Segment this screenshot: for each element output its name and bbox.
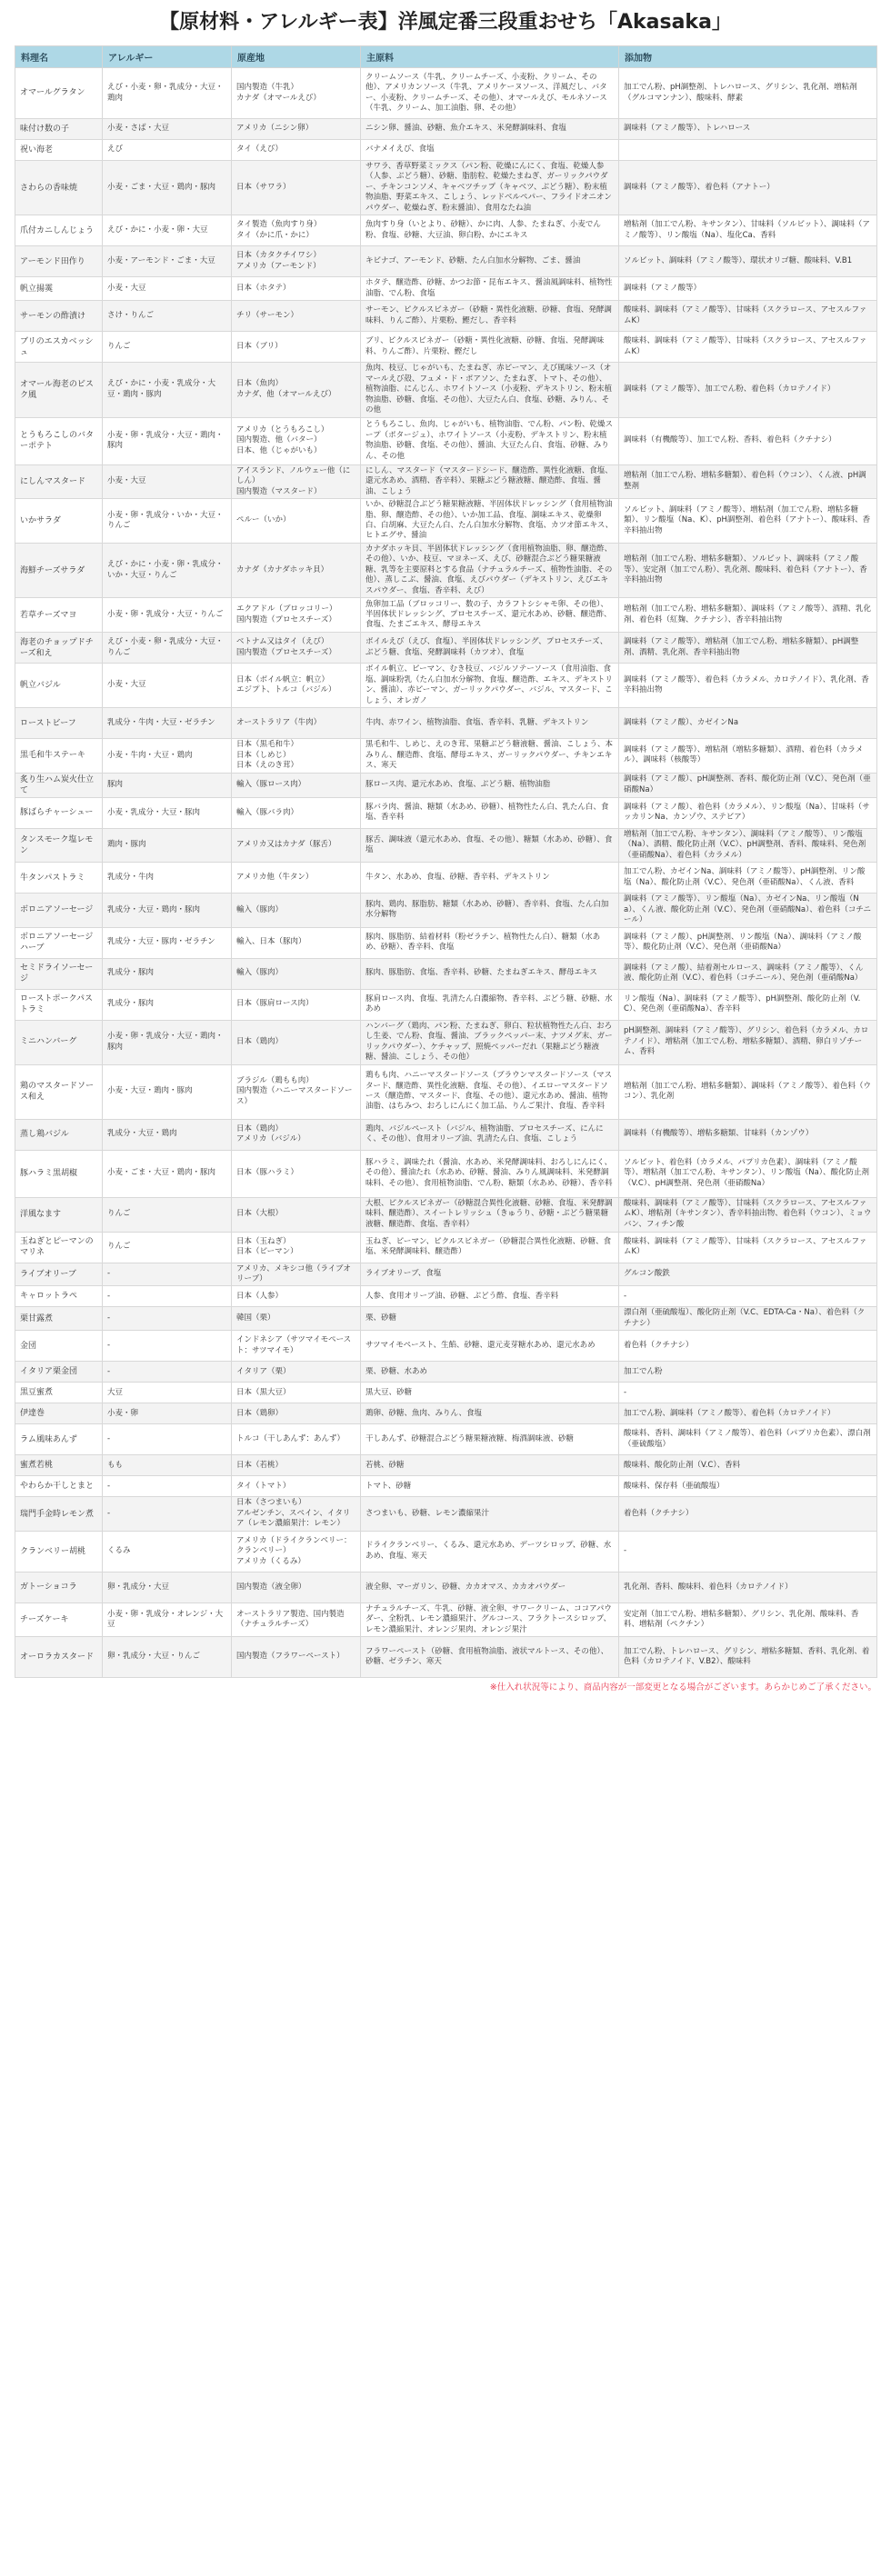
cell-allergy: 小麦・ごま・大豆・鶏肉・豚肉: [103, 1150, 232, 1197]
cell-additives: 酸味料、調味料（アミノ酸等）、甘味料（スクラロース、アセスルファムK）: [619, 1232, 877, 1263]
cell-origin: チリ（サーモン）: [232, 301, 361, 332]
cell-origin: 日本（鶏卵）: [232, 1403, 361, 1424]
cell-allergy: 小麦・卵・乳成分・大豆・鶏肉・豚肉: [103, 1020, 232, 1064]
table-row: [15, 1637, 877, 1678]
cell-main-ingredients: 豚肉、豚脂肪、結着材料（粉ゼラチン、植物性たん白）、糖類（水あめ、砂糖）、香辛料、食塩: [361, 927, 619, 958]
cell-additives: 調味料（アミノ酸）、pH調整剤、リン酸塩（Na）、調味料（アミノ酸等）、酸化防止剤（V.C）、発色剤（亜硝酸Na）: [619, 927, 877, 958]
table-row: [15, 1362, 877, 1383]
cell-dish-name: さわらの香味焼: [15, 161, 103, 215]
cell-origin: 国内製造（フラワーペースト）: [232, 1637, 361, 1678]
table-row: [15, 119, 877, 140]
cell-dish-name: オマール海老のビスク風: [15, 363, 103, 417]
cell-additives: 調味料（アミノ酸等）、着色料（アナトー）: [619, 161, 877, 215]
cell-additives: 安定剤（加工でん粉、増粘多糖類）、グリシン、乳化剤、酸味料、香料、増粘剤（ペクチン）: [619, 1603, 877, 1636]
cell-main-ingredients: にしん、マスタード（マスタードシード、醸造酢、異性化液糖、食塩、還元水あめ、酒精、香辛料）、果糖ぶどう糖液糖、醸造酢、食塩、醤油、こしょう: [361, 464, 619, 498]
table-row: [15, 363, 877, 417]
cell-dish-name: セミドライソーセージ: [15, 958, 103, 989]
cell-dish-name: 玉ねぎとピーマンのマリネ: [15, 1232, 103, 1263]
cell-main-ingredients: 豚舌、調味液（還元水あめ、食塩、その他）、糖類（水あめ、砂糖）、食塩: [361, 828, 619, 862]
cell-main-ingredients: 牛肉、赤ワイン、植物油脂、食塩、香辛料、乳糖、デキストリン: [361, 708, 619, 739]
cell-allergy: 小麦・卵・乳成分・いか・大豆・りんご: [103, 499, 232, 544]
cell-allergy: りんご: [103, 1197, 232, 1232]
cell-dish-name: ボロニアソーセージハーブ: [15, 927, 103, 958]
cell-origin: 輸入、日本（豚肉）: [232, 927, 361, 958]
cell-dish-name: 鶏のマスタードソース和え: [15, 1064, 103, 1119]
cell-origin: 日本（鶏肉） アメリカ（バジル）: [232, 1119, 361, 1150]
table-row: [15, 1424, 877, 1455]
cell-dish-name: 豚ばらチャーシュー: [15, 797, 103, 828]
table-row: [15, 1307, 877, 1331]
cell-additives: 増粘剤（加工でん粉、キサンタン）、甘味料（ソルビット）、調味料（アミノ酸等）、リン酸塩（Na）、塩化Ca、香料: [619, 215, 877, 246]
cell-main-ingredients: クリームソース（牛乳、クリームチーズ、小麦粉、クリーム、その他）、アメリカンソース（牛乳、アメリケーヌソース、洋風だし、バター、小麦粉、クリームチーズ、その他）、オマールえび、モルネソース（牛乳、クリーム、加工油脂、卵、その他）: [361, 68, 619, 119]
cell-additives: 調味料（有機酸等）、加工でん粉、香料、着色料（クチナシ）: [619, 417, 877, 464]
cell-allergy: えび・かに・小麦・卵・乳成分・いか・大豆・りんご: [103, 543, 232, 597]
cell-allergy: -: [103, 1263, 232, 1286]
cell-main-ingredients: 干しあんず、砂糖混合ぶどう糖果糖液糖、梅酒調味液、砂糖: [361, 1424, 619, 1455]
table-row: [15, 927, 877, 958]
cell-allergy: えび: [103, 140, 232, 161]
cell-main-ingredients: フラワーペースト（砂糖、食用植物油脂、液状マルトース、その他）、砂糖、ゼラチン、寒天: [361, 1637, 619, 1678]
cell-allergy: えび・小麦・卵・乳成分・大豆・鶏肉: [103, 68, 232, 119]
table-header-row: [15, 46, 877, 68]
cell-main-ingredients: 豚肉、鶏肉、豚脂肪、糖類（水あめ、砂糖）、香辛料、食塩、たん白加水分解物: [361, 894, 619, 927]
page-title: 【原材料・アレルギー表】洋風定番三段重おせち「Akasaka」: [159, 11, 732, 34]
cell-origin: 輸入（豚バラ肉）: [232, 797, 361, 828]
cell-origin: ベトナム又はタイ（えび） 国内製造（プロセスチーズ）: [232, 633, 361, 664]
cell-allergy: えび・かに・小麦・卵・大豆: [103, 215, 232, 246]
cell-origin: トルコ（干しあんず：あんず）: [232, 1424, 361, 1455]
cell-allergy: 鶏肉・豚肉: [103, 828, 232, 862]
cell-dish-name: 豚ハラミ黒胡椒: [15, 1150, 103, 1197]
cell-dish-name: 帆立揚霙: [15, 277, 103, 301]
cell-dish-name: 味付け数の子: [15, 119, 103, 140]
table-body: [15, 68, 877, 1678]
cell-additives: 酸味料、調味料（アミノ酸等）、甘味料（スクラロース、アセスルファムK）: [619, 301, 877, 332]
cell-additives: 増粘剤（加工でん粉、増粘多糖類）、調味料（アミノ酸等）、酒精、乳化剤、着色料（紅麹、クチナシ）、香辛料抽出物: [619, 598, 877, 633]
table-row: [15, 708, 877, 739]
header-origin: 原産地: [232, 46, 361, 68]
table-row: [15, 499, 877, 544]
cell-origin: 日本（豚肩ロース肉）: [232, 989, 361, 1020]
header-dish-name: 料理名: [15, 46, 103, 68]
cell-additives: 加工でん粉、調味料（アミノ酸等）、着色料（カロテノイド）: [619, 1403, 877, 1424]
cell-allergy: 小麦・大豆・鶏肉・豚肉: [103, 1064, 232, 1119]
cell-additives: pH調整剤、調味料（アミノ酸等）、グリシン、着色料（カラメル、カロテノイド）、増粘剤（加工でん粉、増粘多糖類）、酒精、卵白リゾチーム、香料: [619, 1020, 877, 1064]
cell-allergy: りんご: [103, 1232, 232, 1263]
cell-additives: -: [619, 1531, 877, 1572]
table-row: [15, 161, 877, 215]
cell-main-ingredients: バナメイえび、食塩: [361, 140, 619, 161]
cell-dish-name: ライブオリーブ: [15, 1263, 103, 1286]
table-row: [15, 1383, 877, 1403]
table-row: [15, 958, 877, 989]
cell-additives: -: [619, 1286, 877, 1307]
cell-dish-name: 帆立バジル: [15, 664, 103, 708]
cell-allergy: 小麦・大豆: [103, 664, 232, 708]
cell-dish-name: ラム風味あんず: [15, 1424, 103, 1455]
cell-additives: 調味料（有機酸等）、増粘多糖類、甘味料（カンゾウ）: [619, 1119, 877, 1150]
cell-additives: 増粘剤（加工でん粉、キサンタン）、調味料（アミノ酸等）、リン酸塩（Na）、酒精、酸化防止剤（V.C）、pH調整剤、香料、酸味料、発色剤（亜硝酸Na）、着色料（カラメル）: [619, 828, 877, 862]
cell-dish-name: オーロラカスタード: [15, 1637, 103, 1678]
table-row: [15, 301, 877, 332]
table-row: [15, 1531, 877, 1572]
cell-origin: 日本（鶏肉）: [232, 1020, 361, 1064]
cell-dish-name: 瑞門手金時レモン煮: [15, 1497, 103, 1531]
cell-main-ingredients: 豚肩ロース肉、食塩、乳清たん白濃縮物、香辛料、ぶどう糖、砂糖、水あめ: [361, 989, 619, 1020]
cell-main-ingredients: キビナゴ、アーモンド、砂糖、たん白加水分解物、ごま、醤油: [361, 246, 619, 277]
cell-dish-name: ローストポークパストラミ: [15, 989, 103, 1020]
cell-main-ingredients: 若桃、砂糖: [361, 1455, 619, 1476]
cell-main-ingredients: ニシン卵、醤油、砂糖、魚介エキス、米発酵調味料、食塩: [361, 119, 619, 140]
cell-additives: [619, 140, 877, 161]
cell-additives: グルコン酸鉄: [619, 1263, 877, 1286]
table-row: [15, 215, 877, 246]
cell-dish-name: 海老のチョップドチーズ和え: [15, 633, 103, 664]
table-row: [15, 664, 877, 708]
cell-origin: 日本（豚ハラミ）: [232, 1150, 361, 1197]
cell-origin: オーストラリア（牛肉）: [232, 708, 361, 739]
cell-allergy: さけ・りんご: [103, 301, 232, 332]
cell-origin: 日本（若桃）: [232, 1455, 361, 1476]
allergen-table: [15, 45, 877, 1678]
cell-dish-name: 洋風なます: [15, 1197, 103, 1232]
cell-origin: アメリカ（ドライクランベリー：クランベリー） アメリカ（くるみ）: [232, 1531, 361, 1572]
table-row: [15, 332, 877, 363]
cell-additives: 調味料（アミノ酸等）、増粘剤（加工でん粉、増粘多糖類）、pH調整剤、酒精、乳化剤、香辛料抽出物: [619, 633, 877, 664]
cell-main-ingredients: ボイルえび（えび、食塩）、半固体状ドレッシング、プロセスチーズ、ぶどう糖、食塩、発酵調味料（カツオ）、食塩: [361, 633, 619, 664]
cell-main-ingredients: 牛タン、水あめ、食塩、砂糖、香辛料、デキストリン: [361, 863, 619, 894]
cell-allergy: 小麦・ごま・大豆・鶏肉・豚肉: [103, 161, 232, 215]
cell-origin: オーストラリア製造、国内製造（ナチュラルチーズ）: [232, 1603, 361, 1636]
cell-main-ingredients: 鶏肉、バジルペースト（バジル、植物油脂、プロセスチーズ、にんにく、その他）、食用オリーブ油、乳清たん白、食塩、こしょう: [361, 1119, 619, 1150]
cell-additives: 乳化剤、香料、酸味料、着色料（カロテノイド）: [619, 1572, 877, 1603]
cell-dish-name: 金団: [15, 1331, 103, 1362]
cell-main-ingredients: サワラ、香草野菜ミックス（パン粉、乾燥にんにく、食塩、乾燥人参（人参、ぶどう糖）、砂糖、脂肪粒、乾燥たまねぎ、ガーリックパウダー、チキンコンソメ、キャベツチップ（キャベツ、ぶどう糖）、粉末植物油脂、野菜エキス、こしょう、レッドベルペパー、フライドオニオンパウダー、乾燥ねぎ、粉末醤油）、食用なたね油: [361, 161, 619, 215]
header-allergy: アレルギー: [103, 46, 232, 68]
cell-origin: アメリカ（ニシン卵）: [232, 119, 361, 140]
cell-origin: 日本（サワラ）: [232, 161, 361, 215]
cell-additives: 増粘剤（加工でん粉、増粘多糖類）、ソルビット、調味料（アミノ酸等）、安定剤（加工でん粉）、乳化剤、酸味料、着色料（アナトー）、香辛料抽出物: [619, 543, 877, 597]
cell-additives: 増粘剤（加工でん粉、増粘多糖類）、調味料（アミノ酸等）、着色料（ウコン）、乳化剤: [619, 1064, 877, 1119]
cell-additives: -: [619, 1383, 877, 1403]
cell-main-ingredients: とうもろこし、魚肉、じゃがいも、植物油脂、でん粉、パン粉、乾燥スープ（ポタージュ）、ホワイトソース（小麦粉、デキストリン、粉末植物油脂、砂糖、食塩、その他）、醤油、大豆たん白、食塩、砂糖、みりん、その他: [361, 417, 619, 464]
cell-dish-name: 栗甘露煮: [15, 1307, 103, 1331]
cell-origin: 日本（ボイル帆立：帆立） エジプト、トルコ（バジル）: [232, 664, 361, 708]
cell-additives: 酸味料、調味料（アミノ酸等）、甘味料（スクラロース、アセスルファムK）、増粘剤（キサンタン）、香辛料抽出物、着色料（ウコン）、ミョウバン、フィチン酸: [619, 1197, 877, 1232]
table-row: [15, 739, 877, 773]
cell-main-ingredients: サツマイモペースト、生餡、砂糖、還元麦芽糖水あめ、還元水あめ: [361, 1331, 619, 1362]
table-row: [15, 633, 877, 664]
cell-origin: 国内製造（液全卵）: [232, 1572, 361, 1603]
cell-origin: 輸入（豚肉）: [232, 894, 361, 927]
cell-main-ingredients: カナダホッキ貝、半固体状ドレッシング（食用植物油脂、卵、醸造酢、その他）、いか、枝豆、マヨネーズ、えび、砂糖混合ぶどう糖果糖液糖、乳等を主要原料とする食品（ナチュラルチーズ、植物性油脂、その他）、蒸しこぶ、醤油、食塩、えびパウダー（デキストリン、えびエキスパウダー、食塩、香辛料、えび）: [361, 543, 619, 597]
cell-allergy: 乳成分・豚肉: [103, 989, 232, 1020]
cell-additives: 漂白剤（亜硫酸塩）、酸化防止剤（V.C、EDTA-Ca・Na）、着色料（クチナシ）: [619, 1307, 877, 1331]
cell-additives: 調味料（アミノ酸等）、トレハロース: [619, 119, 877, 140]
table-row: [15, 1455, 877, 1476]
cell-dish-name: 牛タンパストラミ: [15, 863, 103, 894]
cell-main-ingredients: ホタテ、醸造酢、砂糖、かつお節・昆布エキス、醤油風調味料、植物性油脂、でん粉、食塩: [361, 277, 619, 301]
cell-dish-name: 黒豆蜜煮: [15, 1383, 103, 1403]
cell-main-ingredients: ボイル帆立、ピーマン、むき枝豆、バジルソテーソース（食用油脂、食塩、調味粉乳（たん白加水分解物、食塩、醸造酢、エキス、デキストリン、醤油）、赤ピーマン、ガーリックパウダー、バジル、マスタード、こしょう、オレガノ: [361, 664, 619, 708]
cell-allergy: -: [103, 1362, 232, 1383]
cell-main-ingredients: 魚肉すり身（いとより、砂糖）、かに肉、人参、たまねぎ、小麦でん粉、食塩、砂糖、大豆油、卵白粉、かにエキス: [361, 215, 619, 246]
cell-main-ingredients: 玉ねぎ、ピーマン、ピクルスビネガー（砂糖混合異性化液糖、砂糖、食塩、米発酵調味料、醸造酢）: [361, 1232, 619, 1263]
cell-additives: 加工でん粉、カゼインNa、調味料（アミノ酸等）、pH調整剤、リン酸塩（Na）、酸化防止剤（V.C）、発色剤（亜硝酸Na）、くん液、香料: [619, 863, 877, 894]
cell-dish-name: キャロットラペ: [15, 1286, 103, 1307]
cell-origin: インドネシア（サツマイモペースト：サツマイモ）: [232, 1331, 361, 1362]
cell-main-ingredients: 栗、砂糖、水あめ: [361, 1362, 619, 1383]
cell-main-ingredients: 栗、砂糖: [361, 1307, 619, 1331]
cell-origin: 日本（カタクチイワシ） アメリカ（アーモンド）: [232, 246, 361, 277]
cell-dish-name: やわらか干しとまと: [15, 1476, 103, 1497]
cell-main-ingredients: ライブオリーブ、食塩: [361, 1263, 619, 1286]
cell-additives: 調味料（アミノ酸）、カゼインNa: [619, 708, 877, 739]
cell-main-ingredients: さつまいも、砂糖、レモン濃縮果汁: [361, 1497, 619, 1531]
table-row: [15, 68, 877, 119]
cell-additives: 調味料（アミノ酸）、結着剤セルロース、調味料（アミノ酸等）、くん液、酸化防止剤（V.C）、着色料（コチニール）、発色剤（亜硝酸Na）: [619, 958, 877, 989]
cell-dish-name: ミニハンバーグ: [15, 1020, 103, 1064]
cell-origin: アメリカ、メキシコ他（ライブオリーブ）: [232, 1263, 361, 1286]
table-row: [15, 1497, 877, 1531]
cell-dish-name: アーモンド田作り: [15, 246, 103, 277]
cell-dish-name: クランベリー胡桃: [15, 1531, 103, 1572]
cell-main-ingredients: 鶏もも肉、ハニーマスタードソース（ブラウンマスタードソース（マスタード、醸造酢、異性化液糖、食塩、その他）、イエローマスタードソース（醸造酢、マスタード、食塩、その他）、還元水あめ、醤油、植物油脂、はちみつ、おろしにんにく加工品、りんご果汁、食塩、香辛料: [361, 1064, 619, 1119]
cell-origin: 日本（大根）: [232, 1197, 361, 1232]
cell-main-ingredients: ブリ、ピクルスビネガー（砂糖・異性化液糖、砂糖、食塩、発酵調味料、りんご酢）、片栗粉、鰹だし: [361, 332, 619, 363]
cell-main-ingredients: 大根、ピクルスビネガー（砂糖混合異性化液糖、砂糖、食塩、米発酵調味料、醸造酢）、スイートレリッシュ（きゅうり、砂糖・ぶどう糖果糖液糖、醸造酢、食塩、香辛料）: [361, 1197, 619, 1232]
footnote: ※仕入れ状況等により、商品内容が一部変更となる場合がございます。あらかじめご了承ください。: [489, 1682, 876, 1693]
cell-dish-name: 蜜煮若桃: [15, 1455, 103, 1476]
cell-allergy: えび・小麦・卵・乳成分・大豆・りんご: [103, 633, 232, 664]
cell-origin: 日本（黒大豆）: [232, 1383, 361, 1403]
table-row: [15, 246, 877, 277]
cell-additives: 加工でん粉、トレハロース、グリシン、増粘多糖類、香料、乳化剤、着色料（カロテノイド、V.B2）、酸味料: [619, 1637, 877, 1678]
cell-origin: アイスランド、ノルウェー他（にしん） 国内製造（マスタード）: [232, 464, 361, 498]
cell-origin: タイ製造（魚肉すり身） タイ（かに爪・かに）: [232, 215, 361, 246]
cell-dish-name: ローストビーフ: [15, 708, 103, 739]
cell-origin: 日本（魚肉） カナダ、他（オマールえび）: [232, 363, 361, 417]
cell-additives: 酸味料、酸化防止剤（V.C）、香料: [619, 1455, 877, 1476]
cell-allergy: えび・かに・小麦・乳成分・大豆・鶏肉・豚肉: [103, 363, 232, 417]
cell-origin: 日本（黒毛和牛） 日本（しめじ） 日本（えのき茸）: [232, 739, 361, 773]
cell-allergy: -: [103, 1424, 232, 1455]
cell-allergy: 卵・乳成分・大豆: [103, 1572, 232, 1603]
cell-origin: 輸入（豚ロース肉）: [232, 773, 361, 797]
cell-additives: ソルビット、調味料（アミノ酸等）、環状オリゴ糖、酸味料、V.B1: [619, 246, 877, 277]
table-row: [15, 863, 877, 894]
cell-allergy: くるみ: [103, 1531, 232, 1572]
cell-dish-name: ガトーショコラ: [15, 1572, 103, 1603]
cell-additives: 酸味料、調味料（アミノ酸等）、甘味料（スクラロース、アセスルファムK）: [619, 332, 877, 363]
table-row: [15, 1572, 877, 1603]
cell-additives: ソルビット、着色料（カラメル、パプリカ色素）、調味料（アミノ酸等）、増粘剤（加工でん粉、キサンタン）、リン酸塩（Na）、酸化防止剤（V.C）、pH調整剤、発色剤（亜硝酸Na）: [619, 1150, 877, 1197]
cell-main-ingredients: ハンバーグ（鶏肉、パン粉、たまねぎ、卵白、粒状植物性たん白、おろし生姜、でん粉、食塩、醤油、ブラックペッパー末、ナツメグ末、ガーリックパウダー）、ケチャップ、照焼ベッパーだれ（果糖ぶどう糖液糖、醤油、こしょう、その他）: [361, 1020, 619, 1064]
cell-main-ingredients: ナチュラルチーズ、牛乳、砂糖、液全卵、サワークリーム、ココアパウダー、全粉乳、レモン濃縮果汁、グルコース、フラクトースシロップ、レモン濃縮果汁、オレンジ果肉、オレンジ果汁: [361, 1603, 619, 1636]
table-row: [15, 1331, 877, 1362]
cell-additives: 調味料（アミノ酸等）、増粘剤（増粘多糖類）、酒精、着色料（カラメル）、調味料（核酸等）: [619, 739, 877, 773]
cell-origin: タイ（トマト）: [232, 1476, 361, 1497]
cell-allergy: -: [103, 1331, 232, 1362]
cell-dish-name: 祝い海老: [15, 140, 103, 161]
cell-allergy: -: [103, 1476, 232, 1497]
table-row: [15, 1476, 877, 1497]
cell-additives: リン酸塩（Na）、調味料（アミノ酸等）、pH調整剤、酸化防止剤（V.C）、発色剤（亜硝酸Na）、香辛料: [619, 989, 877, 1020]
cell-allergy: 小麦・乳成分・大豆・豚肉: [103, 797, 232, 828]
cell-main-ingredients: 豚ロース肉、還元水あめ、食塩、ぶどう糖、植物油脂: [361, 773, 619, 797]
cell-dish-name: とうもろこしのバターポテト: [15, 417, 103, 464]
cell-dish-name: イタリア栗金団: [15, 1362, 103, 1383]
cell-additives: 調味料（アミノ酸等）、着色料（カラメル、カロテノイド）、乳化剤、香辛料抽出物: [619, 664, 877, 708]
cell-origin: 国内製造（牛乳） カナダ（オマールえび）: [232, 68, 361, 119]
cell-origin: エクアドル（ブロッコリー） 国内製造（プロセスチーズ）: [232, 598, 361, 633]
table-row: [15, 1119, 877, 1150]
table-row: [15, 1064, 877, 1119]
cell-additives: ソルビット、調味料（アミノ酸等）、増粘剤（加工でん粉、増粘多糖類）、リン酸塩（Na、K）、pH調整剤、着色料（アナトー）、酸味料、香辛料抽出物: [619, 499, 877, 544]
cell-main-ingredients: 豚ハラミ、調味たれ（醤油、水あめ、米発酵調味料、おろしにんにく、その他）、醤油たれ（水あめ、砂糖、醤油、みりん風調味料、米発酵調味料、その他）、食用植物油脂、でん粉、糖類（水あめ、砂糖）、香辛料: [361, 1150, 619, 1197]
cell-origin: タイ（えび）: [232, 140, 361, 161]
cell-main-ingredients: トマト、砂糖: [361, 1476, 619, 1497]
table-row: [15, 894, 877, 927]
cell-origin: 韓国（栗）: [232, 1307, 361, 1331]
cell-origin: ペルー（いか）: [232, 499, 361, 544]
cell-origin: ブラジル（鶏もも肉） 国内製造（ハニーマスタードソース）: [232, 1064, 361, 1119]
cell-dish-name: チーズケーキ: [15, 1603, 103, 1636]
header-main-ingredients: 主原料: [361, 46, 619, 68]
cell-allergy: -: [103, 1497, 232, 1531]
cell-allergy: 小麦・大豆: [103, 277, 232, 301]
table-row: [15, 277, 877, 301]
cell-dish-name: 海鮮チーズサラダ: [15, 543, 103, 597]
cell-dish-name: いかサラダ: [15, 499, 103, 544]
cell-dish-name: オマールグラタン: [15, 68, 103, 119]
cell-additives: 調味料（アミノ酸）、pH調整剤、香料、酸化防止剤（V.C）、発色剤（亜硝酸Na）: [619, 773, 877, 797]
cell-main-ingredients: 鶏卵、砂糖、魚肉、みりん、食塩: [361, 1403, 619, 1424]
cell-allergy: -: [103, 1307, 232, 1331]
cell-allergy: 乳成分・大豆・鶏肉: [103, 1119, 232, 1150]
cell-additives: 酸味料、保存料（亜硫酸塩）: [619, 1476, 877, 1497]
table-row: [15, 1286, 877, 1307]
cell-allergy: もも: [103, 1455, 232, 1476]
cell-allergy: 乳成分・大豆・鶏肉・豚肉: [103, 894, 232, 927]
cell-allergy: 小麦・卵・乳成分・オレンジ・大豆: [103, 1603, 232, 1636]
cell-dish-name: サーモンの酢漬け: [15, 301, 103, 332]
cell-origin: アメリカ又はカナダ（豚舌）: [232, 828, 361, 862]
cell-additives: 加工でん粉、pH調整剤、トレハロース、グリシン、乳化剤、増粘剤（グルコマンナン）、酸味料、酵素: [619, 68, 877, 119]
cell-origin: 輸入（豚肉）: [232, 958, 361, 989]
cell-additives: 着色料（クチナシ）: [619, 1497, 877, 1531]
table-row: [15, 1403, 877, 1424]
cell-dish-name: ボロニアソーセージ: [15, 894, 103, 927]
cell-additives: 加工でん粉: [619, 1362, 877, 1383]
cell-additives: 調味料（アミノ酸等）、加工でん粉、着色料（カロテノイド）: [619, 363, 877, 417]
cell-additives: 調味料（アミノ酸等）、リン酸塩（Na）、カゼインNa、リン酸塩（Na）、くん液、酸化防止剤（V.C）、発色剤（亜硝酸Na）、着色料（コチニール）: [619, 894, 877, 927]
cell-main-ingredients: いか、砂糖混合ぶどう糖果糖液糖、半固体状ドレッシング（食用植物油脂、卵、醸造酢、その他）、いか加工品、食塩、調味エキス、乾燥卵白、白胡麻、大豆たん白、たん白加水分解物、食塩、カツオ節エキス、ヒトエグサ、醤油: [361, 499, 619, 544]
cell-allergy: 乳成分・牛肉: [103, 863, 232, 894]
table-row: [15, 1263, 877, 1286]
cell-dish-name: 爪付カニしんじょう: [15, 215, 103, 246]
cell-main-ingredients: 黒毛和牛、しめじ、えのき茸、果糖ぶどう糖液糖、醤油、こしょう、本みりん、醸造酢、食塩、酵母エキス、ガーリックパウダー、チキンエキス、寒天: [361, 739, 619, 773]
cell-dish-name: 蒸し鶏バジル: [15, 1119, 103, 1150]
cell-allergy: 小麦・牛肉・大豆・鶏肉: [103, 739, 232, 773]
cell-dish-name: ブリのエスカベッシュ: [15, 332, 103, 363]
cell-main-ingredients: 黒大豆、砂糖: [361, 1383, 619, 1403]
cell-allergy: 小麦・さば・大豆: [103, 119, 232, 140]
table-row: [15, 1197, 877, 1232]
cell-additives: 酸味料、香料、調味料（アミノ酸等）、着色料（パプリカ色素）、漂白剤（亜硫酸塩）: [619, 1424, 877, 1455]
header-additives: 添加物: [619, 46, 877, 68]
table-row: [15, 773, 877, 797]
cell-origin: 日本（ホタテ）: [232, 277, 361, 301]
cell-origin: アメリカ他（牛タン）: [232, 863, 361, 894]
cell-dish-name: 若草チーズマヨ: [15, 598, 103, 633]
cell-main-ingredients: サーモン、ピクルスビネガー（砂糖・異性化液糖、砂糖、食塩、発酵調味料、りんご酢）、片栗粉、鰹だし、香辛料: [361, 301, 619, 332]
cell-main-ingredients: 豚肉、豚脂肪、食塩、香辛料、砂糖、たまねぎエキス、酵母エキス: [361, 958, 619, 989]
cell-allergy: 乳成分・豚肉: [103, 958, 232, 989]
cell-dish-name: にしんマスタード: [15, 464, 103, 498]
cell-allergy: 小麦・アーモンド・ごま・大豆: [103, 246, 232, 277]
cell-allergy: 卵・乳成分・大豆・りんご: [103, 1637, 232, 1678]
cell-additives: 増粘剤（加工でん粉、増粘多糖類）、着色料（ウコン）、くん液、pH調整剤: [619, 464, 877, 498]
table-row: [15, 1603, 877, 1636]
cell-dish-name: 伊達巻: [15, 1403, 103, 1424]
table-row: [15, 1020, 877, 1064]
cell-additives: 着色料（クチナシ）: [619, 1331, 877, 1362]
table-row: [15, 797, 877, 828]
cell-allergy: 豚肉: [103, 773, 232, 797]
table-row: [15, 1150, 877, 1197]
cell-dish-name: 黒毛和牛ステーキ: [15, 739, 103, 773]
cell-origin: 日本（さつまいも） アルゼンチン、スペイン、イタリア（レモン濃縮果汁：レモン）: [232, 1497, 361, 1531]
table-row: [15, 464, 877, 498]
cell-origin: 日本（玉ねぎ） 日本（ピーマン）: [232, 1232, 361, 1263]
table-row: [15, 417, 877, 464]
cell-origin: 日本（ブリ）: [232, 332, 361, 363]
table-row: [15, 598, 877, 633]
cell-main-ingredients: 魚卵加工品（ブロッコリー、数の子、カラフトシシャモ卵、その他）、半固体状ドレッシング、プロセスチーズ、還元水あめ、砂糖、醸造酢、食塩、たまごエキス、酵母エキス: [361, 598, 619, 633]
cell-dish-name: タンスモーク塩レモン: [15, 828, 103, 862]
cell-allergy: 小麦・大豆: [103, 464, 232, 498]
table-row: [15, 828, 877, 862]
cell-origin: イタリア（栗）: [232, 1362, 361, 1383]
table-row: [15, 140, 877, 161]
cell-allergy: 大豆: [103, 1383, 232, 1403]
cell-main-ingredients: 豚バラ肉、醤油、糖類（水あめ、砂糖）、植物性たん白、乳たん白、食塩、香辛料: [361, 797, 619, 828]
cell-origin: カナダ（カナダホッキ貝）: [232, 543, 361, 597]
cell-allergy: りんご: [103, 332, 232, 363]
cell-main-ingredients: 魚肉、枝豆、じゃがいも、たまねぎ、赤ピーマン、えび風味ソース（オマールえび殻、フュメ・ド・ポアソン、たまねぎ、トマト、その他）、植物油脂、にんじん、ホワイトソース（小麦粉、デキストリン、粉末植物油脂、砂糖、食塩、その他）、大豆たん白、食塩、砂糖、みりん、その他: [361, 363, 619, 417]
cell-main-ingredients: 液全卵、マーガリン、砂糖、カカオマス、カカオパウダー: [361, 1572, 619, 1603]
table-row: [15, 543, 877, 597]
cell-dish-name: 炙り生ハム炭火仕立て: [15, 773, 103, 797]
cell-origin: 日本（人参）: [232, 1286, 361, 1307]
cell-allergy: 小麦・卵・乳成分・大豆・りんご: [103, 598, 232, 633]
cell-allergy: 乳成分・大豆・豚肉・ゼラチン: [103, 927, 232, 958]
cell-additives: 調味料（アミノ酸）、着色料（カラメル）、リン酸塩（Na）、甘味料（サッカリンNa、カンゾウ、ステビア）: [619, 797, 877, 828]
cell-allergy: -: [103, 1286, 232, 1307]
cell-allergy: 小麦・卵: [103, 1403, 232, 1424]
table-row: [15, 1232, 877, 1263]
cell-allergy: 小麦・卵・乳成分・大豆・鶏肉・豚肉: [103, 417, 232, 464]
cell-origin: アメリカ（とうもろこし） 国内製造、他（バター） 日本、他（じゃがいも）: [232, 417, 361, 464]
cell-additives: 調味料（アミノ酸等）: [619, 277, 877, 301]
table-row: [15, 989, 877, 1020]
cell-main-ingredients: 人参、食用オリーブ油、砂糖、ぶどう酢、食塩、香辛料: [361, 1286, 619, 1307]
cell-allergy: 乳成分・牛肉・大豆・ゼラチン: [103, 708, 232, 739]
cell-main-ingredients: ドライクランベリー、くるみ、還元水あめ、デーツシロップ、砂糖、水あめ、食塩、寒天: [361, 1531, 619, 1572]
